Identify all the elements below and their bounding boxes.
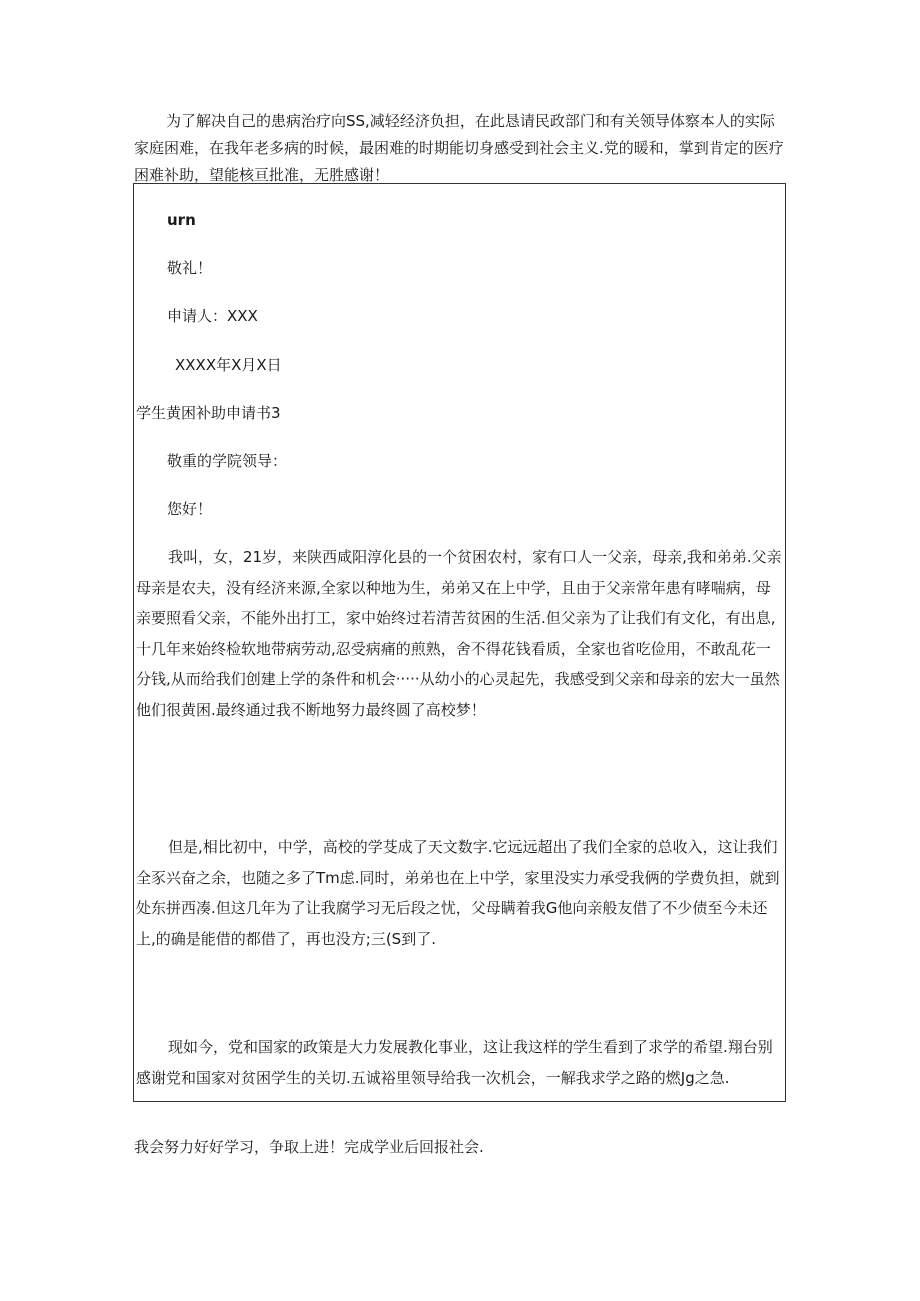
body-paragraph-3: 现如今，党和国家的政策是大力发展教化事业，这让我这样的学生看到了求学的希望.翔台别感谢党和国家对贫困学生的关切.五诚裕里领导给我一次机会，一解我求学之路的燃Jg之急. — [136, 1038, 773, 1087]
greeting-line: 您好！ — [167, 500, 213, 518]
salute-text: 敬礼！ — [167, 259, 213, 277]
intro-paragraph: 为了解决自己的患病治疗向SS,减轻经济负担，在此恳请民政部门和有关领导体察本人的实际家庭困难，在我年老多病的时候，最困难的时期能切身感受到社会主义.党的暖和，掌到肯定的医疗困难补助，望能核亘批准，无胜感谢！ — [134, 112, 784, 184]
applicant-line: 申请人：XXX — [167, 307, 258, 325]
body-paragraph-2: 但是,相比初中，中学，高校的学芟成了天文数字.它远远超出了我们全家的总收入，这让我们全豕兴奋之余，也随之多了Tm虑.同时，弟弟也在上中学，家里没实力承受我俩的学费负担，就到处东拼西凑.但这几年为了让我腐学习无后段之忧，父母瞒着我G他向亲般友借了不少债至今未还上,的确是能借的都借了，再也没方;三(S到了. — [136, 838, 780, 948]
body-paragraph-1: 我叫，女，21岁，来陕西咸阳淳化县的一个贫困农村，家有口人一父亲，母亲,我和弟弟.父亲母亲是农夫，没有经济来源,全家以种地为生，弟弟又在上中学，且由于父亲常年患有哮喘病，母亲要照看父亲，不能外出打工，家中始终过若清苦贫困的生活.但父亲为了让我们有文化，有出息,十几年来始终检软地带病劳动,忍受病痛的煎熟，舍不得花钱看质，全家也省吃俭用，不敢乱花一分钱,从而给我们创建上学的条件和机会·····从幼小的心灵起先，我感受到父亲和母亲的宏大一虽然他们很黄困.最终通过我不断地努力最终圆了高校梦！ — [136, 548, 782, 719]
section-heading: 学生黄困补助申请书3 — [136, 404, 281, 422]
closing-line: 我会努力好好学习，争取上进！完成学业后回报社会. — [134, 1138, 484, 1156]
urn-text: urn — [167, 211, 196, 229]
date-line: XXXX年X月X日 — [175, 356, 282, 374]
salutation-line: 敬重的学院领导： — [167, 452, 288, 470]
letter-frame — [133, 183, 786, 1102]
